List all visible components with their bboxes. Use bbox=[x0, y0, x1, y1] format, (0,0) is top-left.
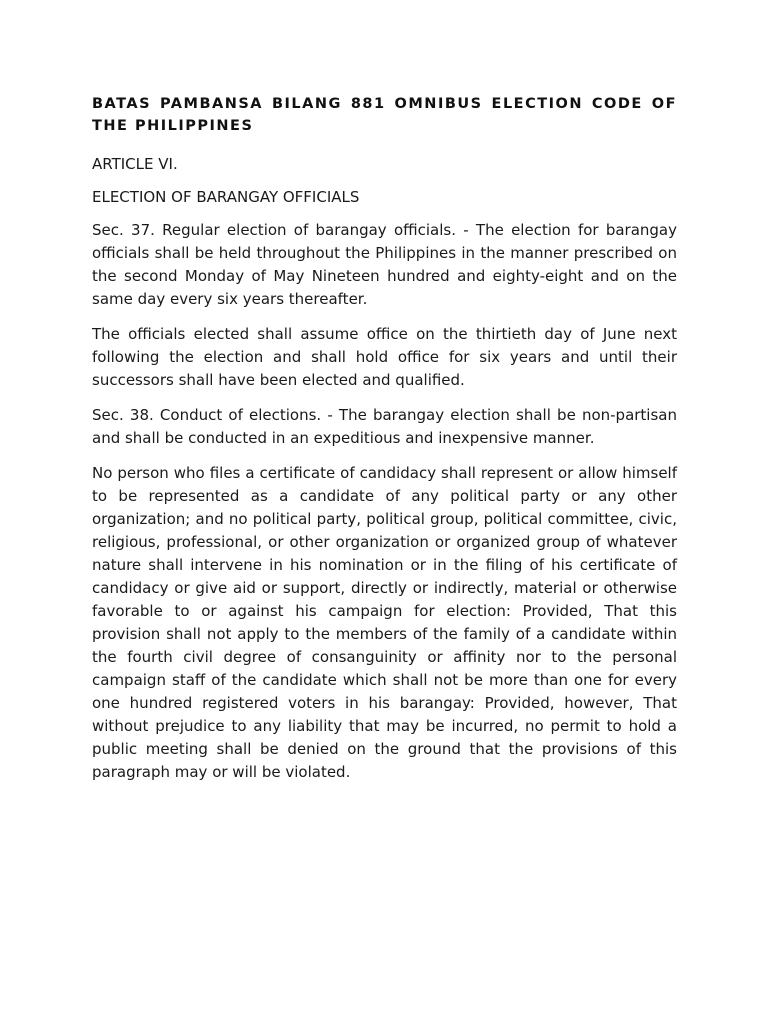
candidacy-provision-paragraph: No person who files a certificate of candidacy shall represent or allow himself to be represented as a candidate of any political party or any other organization; and no political party, political group, political committee, civic, religious, professional, or other organization or organized group of whatever nature shall intervene in his nomination or in the filing of his certificate of candidacy or give aid or support, directly or indirectly, material or otherwise favorable to or against his campaign for election: Provided, That this provision shall not apply to the members of the family of a candidate within the fourth civil degree of consanguinity or affinity nor to the personal campaign staff of the candidate which shall not be more than one for every one hundred registered voters in his barangay: Provided, however, That without prejudice to any liability that may be incurred, no permit to hold a public meeting shall be denied on the ground that the provisions of this paragraph may or will be violated. bbox=[92, 464, 677, 781]
document-content bbox=[92, 93, 677, 796]
article-number: ARTICLE VI. bbox=[92, 155, 178, 173]
document-title: BATAS PAMBANSA BILANG 881 OMNIBUS ELECTION CODE OF THE PHILIPPINES bbox=[92, 96, 677, 134]
article-heading: ELECTION OF BARANGAY OFFICIALS bbox=[92, 188, 360, 206]
officials-term-paragraph: The officials elected shall assume office on the thirtieth day of June next following the election and shall hold office for six years and until their successors shall have been elected and qualified. bbox=[92, 325, 677, 389]
section-37-paragraph: Sec. 37. Regular election of barangay officials. - The election for barangay officials shall be held throughout the Philippines in the manner prescribed on the second Monday of May Nineteen hundred and eighty-eight and on the same day every six years thereafter. bbox=[92, 221, 677, 308]
section-38-paragraph: Sec. 38. Conduct of elections. - The barangay election shall be non-partisan and shall be conducted in an expeditious and inexpensive manner. bbox=[92, 406, 677, 447]
